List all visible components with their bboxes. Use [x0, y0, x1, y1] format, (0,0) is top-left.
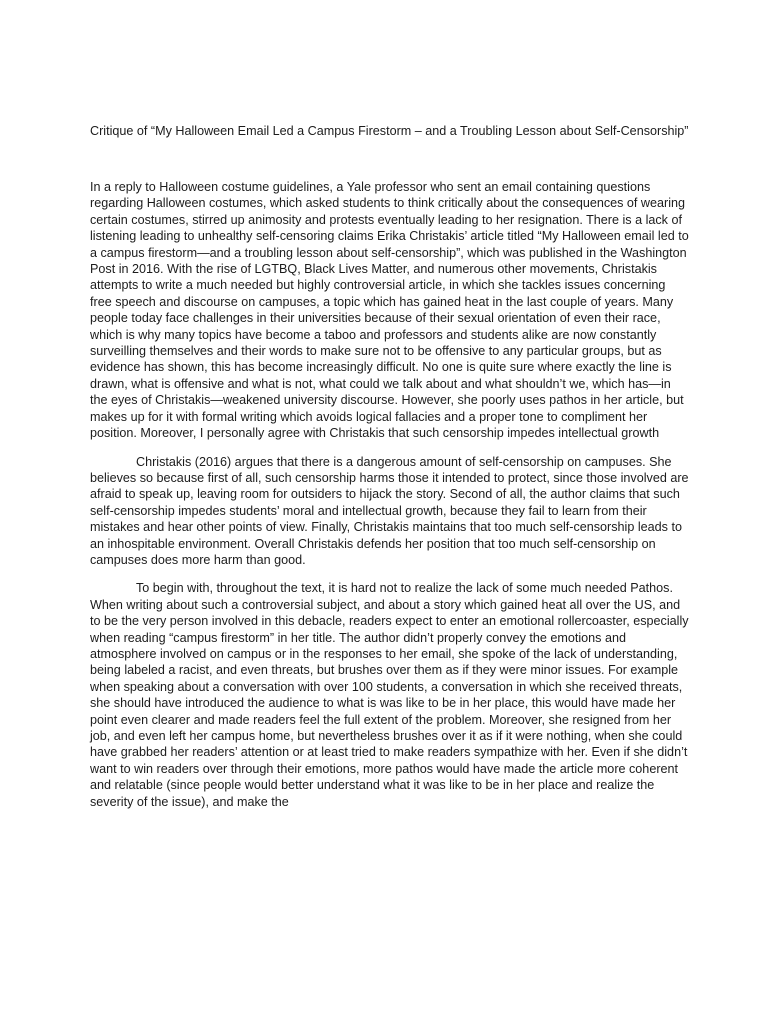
document-body: [90, 179, 690, 810]
paragraph-introduction: In a reply to Halloween costume guidelines, a Yale professor who sent an email containing questions regarding Halloween costumes, which asked students to think critically about the consequences of wearing certain costumes, stirred up animosity and protests eventually leading to her resignation. There is a lack of listening leading to unhealthy self-censoring claims Erika Christakis’ article titled “My Halloween email led to a campus firestorm—and a troubling lesson about self-censorship”, which was published in the Washington Post in 2016. With the rise of LGTBQ, Black Lives Matter, and numerous other movements, Christakis attempts to write a much needed but highly controversial article, in which she tackles issues concerning free speech and discourse on campuses, a topic which has gained heat in the last couple of years. Many people today face challenges in their universities because of their sexual orientation of even their race, which is why many topics have become a taboo and professors and students alike are now constantly surveilling themselves and their words to make sure not to be offensive to any particular groups, but as evidence has shown, this has become increasingly difficult. No one is quite sure where exactly the line is drawn, what is offensive and what is not, what could we talk about and what shouldn’t we, which has—in the eyes of Christakis—weakened university discourse. However, she poorly uses pathos in her article, but makes up for it with formal writing which avoids logical fallacies and a proper tone to compliment her position. Moreover, I personally agree with Christakis that such censorship impedes intellectual growth: [90, 180, 689, 441]
paragraph-summary: Christakis (2016) argues that there is a dangerous amount of self-censorship on campuses. She believes so because first of all, such censorship harms those it intended to protect, since those involved are afraid to speak up, leaving room for outsiders to hijack the story. Second of all, the author claims that such self-censorship impedes students’ moral and intellectual growth, because they fail to learn from their mistakes and hear other points of view. Finally, Christakis maintains that too much self-censorship leads to an inhospitable environment. Overall Christakis defends her position that too much self-censorship on campuses does more harm than good.: [90, 454, 689, 567]
document-title: Critique of “My Halloween Email Led a Campus Firestorm – and a Troubling Lesson about Self-Censorship”: [90, 124, 689, 138]
paragraph-pathos-critique: To begin with, throughout the text, it is hard not to realize the lack of some much needed Pathos. When writing about such a controversial subject, and about a story which gained heat all over the US, and to be the very person involved in this debacle, readers expect to enter an emotional rollercoaster, especially when reading “campus firestorm” in her title. The author didn’t properly convey the emotions and atmosphere involved on campus or in the responses to her email, she spoke of the lack of understanding, being labeled a racist, and even threats, but brushes over them as if they were minor issues. For example when speaking about a conversation with over 100 students, a conversation in which she received threats, she should have introduced the audience to what is was like to be in her place, this would have made her point even clearer and made readers feel the full extent of the problem. Moreover, she resigned from her job, and even left her campus home, but nevertheless brushes over it as if it were nothing, when she could have grabbed her readers’ attention or at least tried to make readers sympathize with her. Even if she didn’t want to win readers over through their emotions, more pathos would have made the article more coherent and relatable (since people would better understand what it was like to be in her place and realize the severity of the issue), and make the: [90, 581, 689, 809]
document-page: [90, 121, 690, 822]
